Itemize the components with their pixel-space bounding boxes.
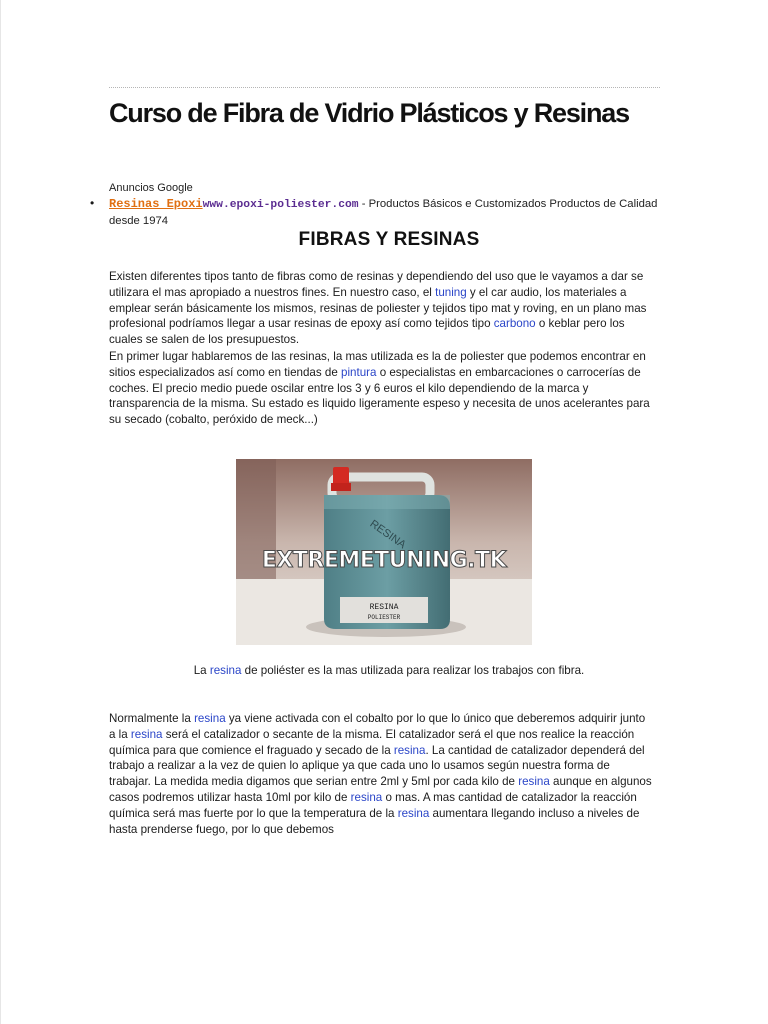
paragraph-resins: En primer lugar hablaremos de las resinas, la mas utilizada es la de poliester que podemos encontrar en sitios especializados así como en tiendas de pintura o especialistas en embarcaciones o carrocerías de coches. El precio medio puede oscilar entre los 3 y 6 euros el kilo dependiendo de la marca y transparencia de la misma. Su estado es liquido ligeramente espeso y necesita de unos acelerantes para su secado (cobalto, peróxido de meck...) [109,350,650,427]
can-label-line1: RESINA [369,603,399,612]
link-resina[interactable]: resina [350,790,383,804]
link-carbono[interactable]: carbono [493,317,536,331]
link-resina[interactable]: resina [518,775,550,789]
can-label-line2: POLIESTER [367,614,401,621]
image-caption: La resina de poliéster es la mas utilizada para realizar los trabajos con fibra. [193,664,585,677]
link-resina[interactable]: resina [194,712,226,725]
bullet-icon: • [90,196,95,210]
section-heading: FIBRAS Y RESINAS [298,229,480,250]
ad-url[interactable]: www.epoxi-poliester.com [202,199,359,211]
ad-link[interactable]: Resinas Epoxi [109,197,203,211]
resin-photo-graphic [236,459,532,645]
link-resina[interactable]: resina [393,743,426,757]
link-resina[interactable]: resina [130,727,163,741]
resin-container-photo [236,459,532,645]
paragraph-intro: Existen diferentes tipos tanto de fibras como de resinas y dependiendo del uso que le vayamos a dar se utilizara el mas apropiado a nuestros fines. En nuestro caso, el tuning y el car audio, los materiales a emplear serán básicamente los mismos, resinas de poliester y tejidos tipo mat y roving, en un plano mas profesional podríamos llegar a usar resinas de epoxy así como tejidos tipo carbono o keblar pero los cuales se salen de los presupuestos. [109,270,647,347]
image-watermark: EXTREMETUNING.TK [261,548,507,573]
dotted-separator [109,87,660,88]
ad-entry [109,196,661,229]
svg-text:RESINA: RESINA [367,517,408,552]
paragraph-catalyst: Normalmente la resina ya viene activada con el cobalto por lo que lo único que deberemos adquirir junto a la resina será el catalizador o secante de la misma. El catalizador será el que nos realice la reacción química para que comience el fraguado y secado de la resina. La cantidad de catalizador dependerá del trabajo a realizar a la vez de quien lo aplique ya que cada uno lo usamos según nuestra forma de trabajar. La medida media digamos que serian entre 2ml y 5ml por cada kilo de resina aunque en algunos casos podremos utilizar hasta 10ml por kilo de resina o mas. A mas cantidad de catalizador la reacción química será mas fuerte por lo que la temperatura de la resina aumentara llegando incluso a niveles de hasta prenderse fuego, por lo que debemos [109,712,652,836]
link-tuning[interactable]: tuning [435,285,467,299]
link-pintura[interactable]: pintura [341,365,377,379]
page-title: Curso de Fibra de Vidrio Plásticos y Resinas [109,98,629,128]
link-resina-caption[interactable]: resina [209,664,242,677]
page-edge [0,0,1,1024]
link-resina[interactable]: resina [397,806,430,820]
ad-description: - Productos Básicos e Customizados Productos de Calidad desde 1974 [109,198,658,227]
ads-label: Anuncios Google [109,182,193,194]
